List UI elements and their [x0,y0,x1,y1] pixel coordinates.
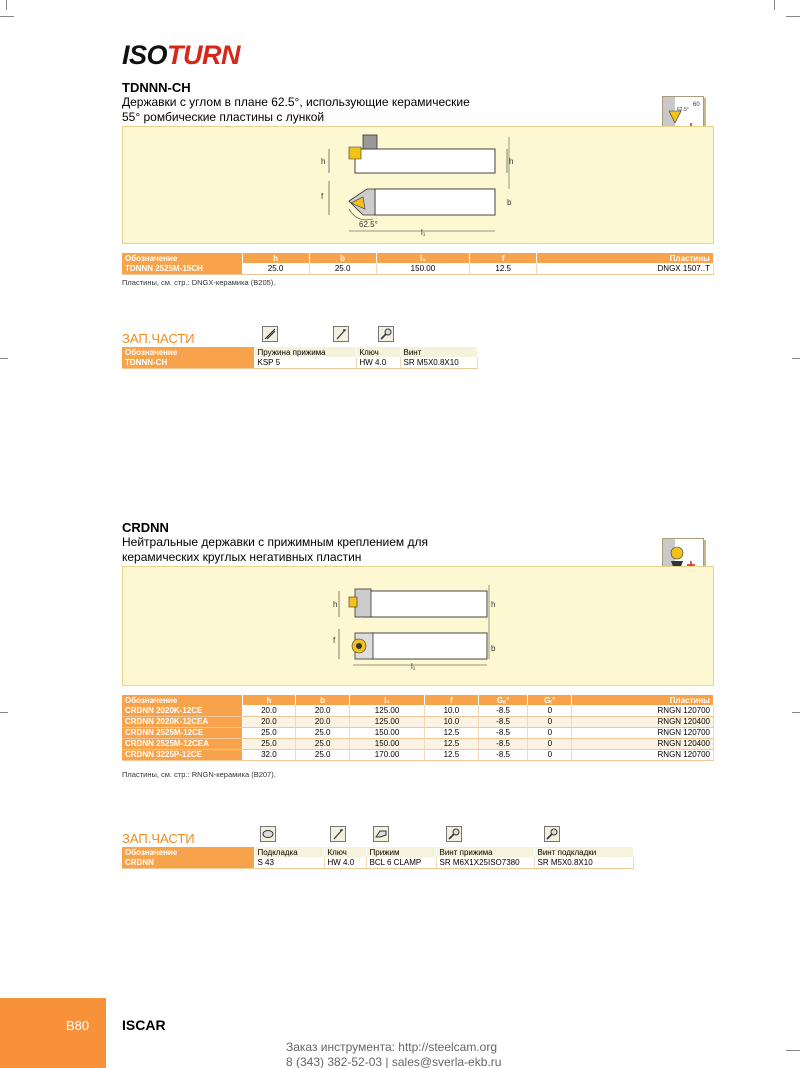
table-row [122,749,714,760]
cell: RNGN 120700 [572,727,714,738]
cell: 0 [528,716,572,727]
spare-col-key: Ключ [324,847,366,857]
cell: 25.0 [309,263,376,274]
cell: RNGN 120400 [572,716,714,727]
col-designation: Обозначение [122,695,242,705]
page-number: B80 [66,1018,90,1033]
spare-col-spring: Пружина прижима [254,347,356,357]
cell: 150.00 [350,738,425,749]
footer-order-line: Заказ инструмента: http://steelcam.org [286,1040,498,1054]
dim-f: f [321,192,324,201]
cell: CRDNN 2525M-12CE [122,727,242,738]
shim-icon [260,826,276,842]
crop-mark [786,1050,800,1051]
col-designation: Обозначение [122,253,242,263]
cell: S 43 [254,857,324,868]
cell: 0 [528,727,572,738]
screw-icon [378,326,394,342]
cell: 20.0 [296,705,350,716]
table-row [122,263,714,274]
col-gr: Gᵣ° [528,695,572,705]
crop-mark [0,358,8,359]
col-inserts: Пластины [572,695,714,705]
cell: CRDNN 3225P-12CE [122,749,242,760]
cell: CRDNN [122,857,254,868]
col-inserts: Пластины [537,253,714,263]
spare-col-clamp: Прижим [366,847,436,857]
icon-angle-60: 60 [693,102,700,108]
cell: 170.00 [350,749,425,760]
spare-col-shim-screw: Винт подкладки [534,847,634,857]
cell: 25.0 [242,727,296,738]
crop-mark [0,16,14,17]
cell: 125.00 [350,716,425,727]
cell: 25.0 [296,727,350,738]
dim-h-right: h [509,157,514,166]
cell: 25.0 [296,749,350,760]
col-l1: l₁ [376,253,470,263]
cell: 32.0 [242,749,296,760]
brand-name: ISCAR [122,1017,166,1033]
section1-spare-table [122,347,478,369]
cell: -8.5 [478,749,528,760]
cell: SR M5X0.8X10 [400,357,478,368]
cell: 20.0 [242,716,296,727]
col-f: f [470,253,537,263]
isoturn-logo [122,40,240,70]
section1-spare-title: ЗАП.ЧАСТИ [122,331,195,346]
cell: HW 4.0 [356,357,400,368]
spare-col-shim: Подкладка [254,847,324,857]
dim-b: b [507,198,512,207]
table-row [122,357,478,368]
dim-h-left: h [333,600,338,609]
shim-screw-icon [544,826,560,842]
spring-icon [262,326,278,342]
table-row [122,705,714,716]
cell: 0 [528,738,572,749]
section1-desc-line1: Державки с углом в плане 62.5°, использующие керамические [122,95,470,109]
cell: RNGN 120700 [572,749,714,760]
crop-mark [6,0,7,10]
spare-col-designation: Обозначение [122,847,254,857]
dim-l1: l₁ [411,662,416,671]
cell: BCL 6 CLAMP [366,857,436,868]
cell: TDNNN 2525M-15CH [122,263,242,274]
cell: DNGX 1507..T [537,263,714,274]
crop-mark [792,358,800,359]
dim-h-left: h [321,157,326,166]
crop-mark [786,16,800,17]
page-number-band [0,998,106,1068]
cell: 10.0 [425,716,479,727]
cell: -8.5 [478,716,528,727]
table-row [122,738,714,749]
cell: TDNNN-CH [122,357,254,368]
crop-mark [792,712,800,713]
logo-part-iso: ISO [122,40,168,70]
cell: 12.5 [425,727,479,738]
cell: 25.0 [242,263,309,274]
dim-h-right: h [491,600,496,609]
dim-angle: 62.5° [359,220,378,229]
cell: -8.5 [478,738,528,749]
section1-table [122,253,714,275]
col-ga: Gₐ° [478,695,528,705]
col-l1: l₁ [350,695,425,705]
col-f: f [425,695,479,705]
section2-desc-line2: керамических круглых негативных пластин [122,550,362,564]
cell: 20.0 [242,705,296,716]
cell: KSP 5 [254,357,356,368]
cell: RNGN 120700 [572,705,714,716]
cell: 12.5 [470,263,537,274]
cell: RNGN 120400 [572,738,714,749]
spare-col-screw: Винт [400,347,478,357]
clamp-icon [373,826,389,842]
section1-drawing-area [122,126,714,244]
cell: HW 4.0 [324,857,366,868]
cell: CRDNN 2525M-12CEA [122,738,242,749]
section2-code: CRDNN [122,520,169,535]
section2-spare-table [122,847,634,869]
crop-mark [774,0,775,10]
table-row [122,857,634,868]
crop-mark [0,712,8,713]
section1-desc-line2: 55° ромбические пластины с лункой [122,110,325,124]
cell: -8.5 [478,705,528,716]
clamp-screw-icon [446,826,462,842]
section1-note: Пластины, см. стр.: DNGX-керамика (B205). [122,278,276,287]
section1-code: TDNNN-CH [122,80,191,95]
logo-part-turn: TURN [167,40,241,70]
section2-spare-title: ЗАП.ЧАСТИ [122,831,195,846]
cell: CRDNN 2020K-12CEA [122,716,242,727]
dim-b: b [491,644,496,653]
cell: SR M6X1X25ISO7380 [436,857,534,868]
cell: 10.0 [425,705,479,716]
cell: CRDNN 2020K-12CE [122,705,242,716]
section2-desc-line1: Нейтральные державки с прижимным креплением для [122,535,428,549]
wrench-icon [333,326,349,342]
spare-col-key: Ключ [356,347,400,357]
wrench-icon [330,826,346,842]
section2-drawing-area [122,566,714,686]
cell: 20.0 [296,716,350,727]
dim-f: f [333,636,336,645]
cell: 25.0 [242,738,296,749]
section2-description [122,535,502,565]
cell: 150.00 [376,263,470,274]
icon-angle-625: 62.5° [677,107,689,113]
cell: SR M5X0.8X10 [534,857,634,868]
table-row [122,716,714,727]
col-b: b [309,253,376,263]
tdnnn-holder-drawing [123,127,715,245]
cell: 150.00 [350,727,425,738]
section2-note: Пластины, см. стр.: RNGN-керамика (B207). [122,770,276,779]
cell: 12.5 [425,749,479,760]
footer-contact-line: 8 (343) 382-52-03 | sales@sverla-ekb.ru [286,1055,502,1068]
cell: 0 [528,749,572,760]
section1-description [122,95,502,125]
section2-table [122,695,714,761]
cell: 12.5 [425,738,479,749]
spare-col-clamp-screw: Винт прижима [436,847,534,857]
col-h: h [242,253,309,263]
cell: 125.00 [350,705,425,716]
cell: 0 [528,705,572,716]
cell: 25.0 [296,738,350,749]
col-h: h [242,695,296,705]
crdnn-holder-drawing [123,567,715,687]
table-row [122,727,714,738]
spare-col-designation: Обозначение [122,347,254,357]
dim-l1: l₁ [421,228,426,237]
col-b: b [296,695,350,705]
cell: -8.5 [478,727,528,738]
